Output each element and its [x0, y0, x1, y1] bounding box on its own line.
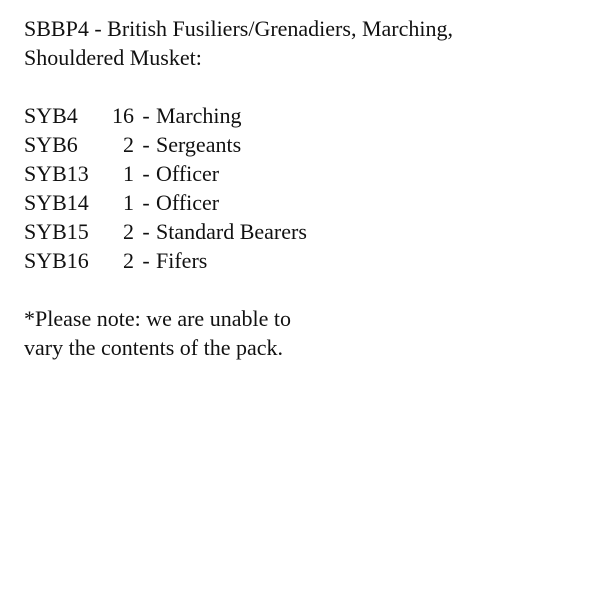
list-item: [24, 159, 584, 188]
item-quantity: 2: [123, 248, 134, 273]
item-code: SYB4: [24, 103, 78, 128]
list-item: [24, 217, 584, 246]
list-item: [24, 188, 584, 217]
list-item: [24, 130, 584, 159]
item-quantity: 1: [123, 190, 134, 215]
item-code: SYB6: [24, 132, 78, 157]
item-quantity: 2: [123, 219, 134, 244]
item-quantity: 1: [123, 161, 134, 186]
item-quantity: 16: [112, 103, 134, 128]
pack-note-line-2: vary the contents of the pack.: [24, 335, 284, 360]
item-code: SYB13: [24, 161, 89, 186]
list-item: [24, 246, 584, 275]
pack-note-line-1: *Please note: we are unable to: [24, 306, 291, 331]
item-description: Standard Bearers: [156, 219, 307, 244]
pack-items-list: [24, 101, 584, 275]
pack-title: [24, 14, 584, 72]
item-code: SYB16: [24, 248, 89, 273]
item-separator: -: [142, 132, 150, 157]
item-separator: -: [142, 190, 150, 215]
pack-title-line-2: Shouldered Musket:: [24, 45, 202, 70]
pack-note: [24, 304, 584, 362]
item-code: SYB15: [24, 219, 89, 244]
item-separator: -: [142, 161, 150, 186]
pack-contents-document: [24, 14, 584, 362]
item-description: Fifers: [156, 248, 208, 273]
item-description: Sergeants: [156, 132, 242, 157]
item-description: Marching: [156, 103, 242, 128]
pack-title-line-1: SBBP4 - British Fusiliers/Grenadiers, Marching,: [24, 16, 453, 41]
item-quantity: 2: [123, 132, 134, 157]
item-separator: -: [142, 219, 150, 244]
item-separator: -: [142, 103, 150, 128]
item-description: Officer: [156, 190, 220, 215]
item-code: SYB14: [24, 190, 89, 215]
list-item: [24, 101, 584, 130]
item-separator: -: [142, 248, 150, 273]
item-description: Officer: [156, 161, 220, 186]
